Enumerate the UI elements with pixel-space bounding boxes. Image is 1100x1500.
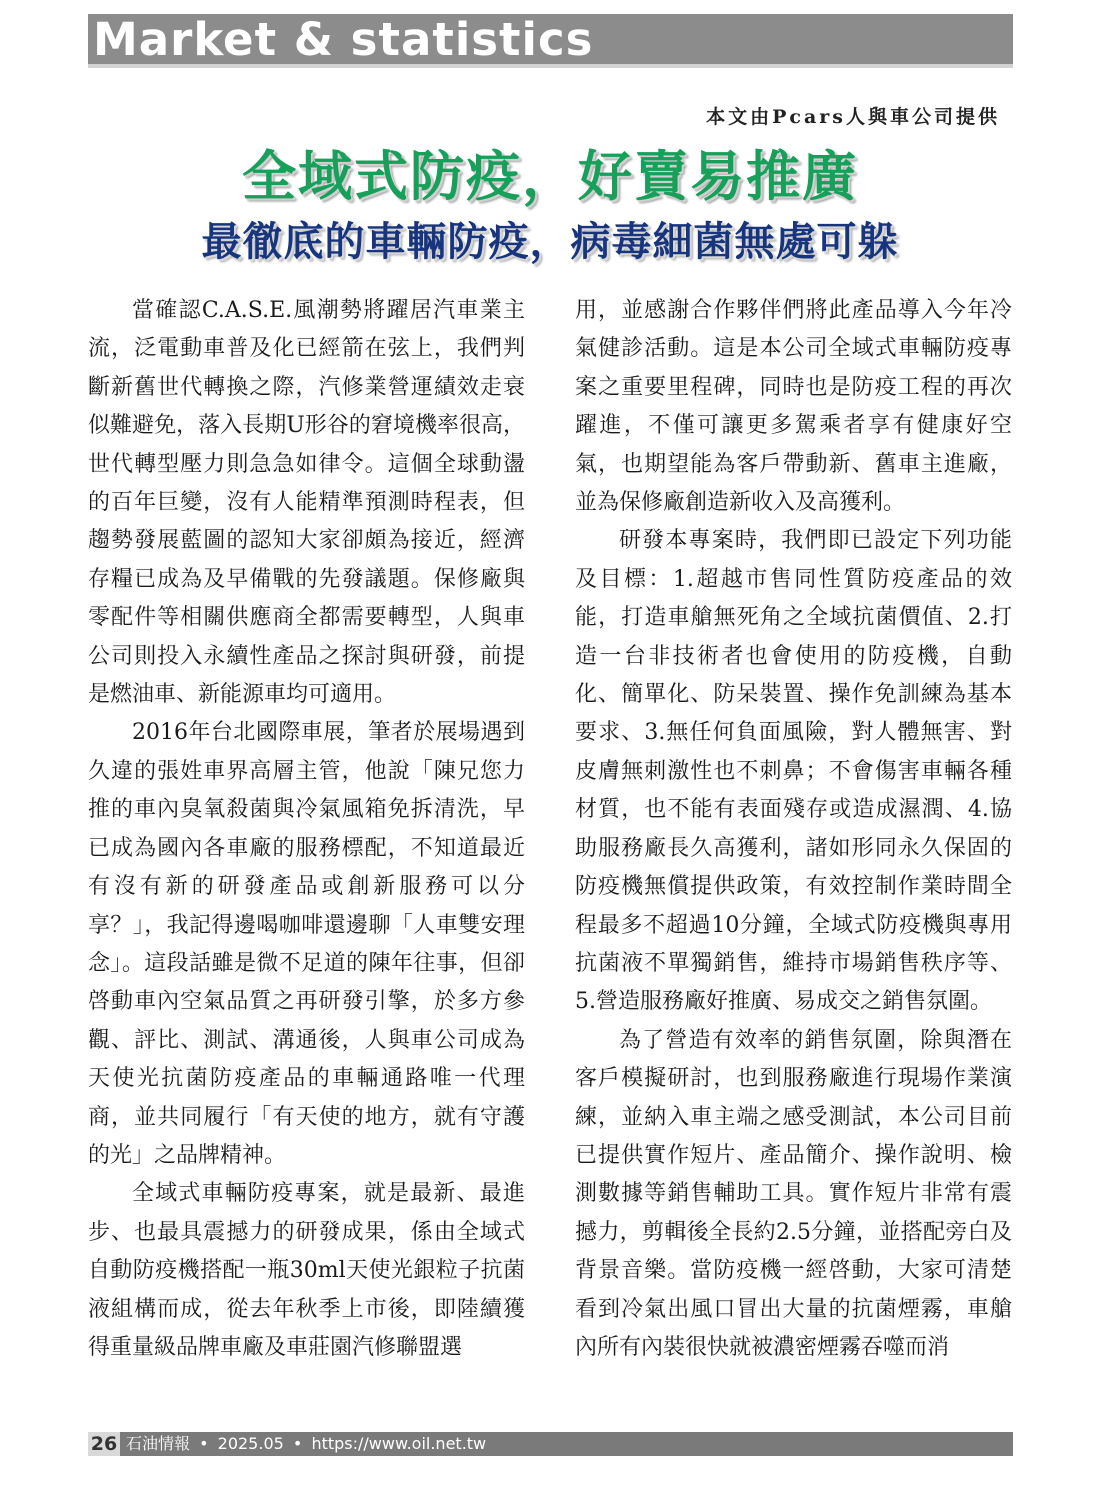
page-number: 26	[88, 1432, 120, 1456]
article-subheadline: 最徹底的車輛防疫，病毒細菌無處可躲	[201, 219, 899, 265]
paragraph: 研發本專案時，我們即已設定下列功能及目標：1.超越市售同性質防疫產品的效能，打造車艙無死角之全域抗菌價值、2.打造一台非技術者也會使用的防疫機，自動化、簡單化、防呆裝置、操作免訓練為基本要求、3.無任何負面風險，對人體無害、對皮膚無刺激性也不刺鼻；不會傷害車輛各種材質，也不能有表面殘存或造成濕潤、4.協助服務廠長久高獲利，諸如形同永久保固的防疫機無償提供政策，有效控制作業時間全程最多不超過10分鐘，全域式防疫機與專用抗菌液不單獨銷售，維持市場銷售秩序等、5.營造服務廠好推廣、易成交之銷售氛圍。	[575, 528, 1012, 1015]
paragraph: 當確認C.A.S.E.風潮勢將躍居汽車業主流，泛電動車普及化已經箭在弦上，我們判斷新舊世代轉換之際，汽修業營運績效走衰似難避免，落入長期U形谷的窘境機率很高，世代轉型壓力則急急如律令。這個全球動盪的百年巨變，沒有人能精準預測時程表，但趨勢發展藍圖的認知大家卻頗為接近，經濟存糧已成為及早備戰的先發議題。保修廠與零配件等相關供應商全都需要轉型，人與車公司則投入永續性產品之探討與研發，前提是燃油車、新能源車均可適用。	[88, 298, 525, 708]
separator: •	[292, 1434, 303, 1453]
article-right-column	[575, 292, 1012, 1367]
website-link[interactable]: https://www.oil.net.tw	[311, 1434, 487, 1453]
separator: •	[199, 1434, 209, 1453]
article-left-column	[88, 292, 525, 1367]
paragraph: 用，並感謝合作夥伴們將此產品導入今年冷氣健診活動。這是本公司全域式車輛防疫專案之重要里程碑，同時也是防疫工程的再次躍進，不僅可讓更多駕乘者享有健康好空氣，也期望能為客戶帶動新、舊車主進廠，並為保修廠創造新收入及高獲利。	[575, 298, 1012, 516]
section-title: Market & statistics	[93, 13, 594, 66]
footer-info	[126, 1432, 486, 1456]
paragraph: 為了營造有效率的銷售氛圍，除與潛在客戶模擬研討，也到服務廠進行現場作業演練，並納入車主端之感受測試，本公司目前已提供實作短片、產品簡介、操作說明、檢測數據等銷售輔助工具。實作短片非常有震撼力，剪輯後全長約2.5分鐘，並搭配旁白及背景音樂。當防疫機一經啓動，大家可清楚看到冷氣出風口冒出大量的抗菌煙霧，車艙內所有內裝很快就被濃密煙霧吞噬而消	[575, 1027, 1012, 1360]
paragraph: 2016年台北國際車展，筆者於展場遇到久違的張姓車界高層主管，他說「陳兄您力推的車內臭氧殺菌與冷氣風箱免拆清洗，早已成為國內各車廠的服務標配，不知道最近有沒有新的研發產品或創新服務可以分享？」，我記得邊喝咖啡還邊聊「人車雙安理念」。這段話雖是微不足道的陳年往事，但卻啓動車內空氣品質之再研發引擎，於多方參觀、評比、測試、溝通後，人與車公司成為天使光抗菌防疫產品的車輛通路唯一代理商，並共同履行「有天使的地方，就有守護的光」之品牌精神。	[88, 720, 525, 1168]
article-headline: 全域式防疫，好賣易推廣	[242, 145, 858, 208]
article-credit: 本文由Pcars人與車公司提供	[706, 106, 1000, 128]
publication-name: 石油情報	[126, 1434, 191, 1453]
issue-date: 2025.05	[217, 1434, 284, 1453]
paragraph: 全域式車輛防疫專案，就是最新、最進步、也最具震撼力的研發成果，係由全域式自動防疫機搭配一瓶30ml天使光銀粒子抗菌液組構而成，從去年秋季上市後，即陸續獲得重量級品牌車廠及車莊園汽修聯盟選	[88, 1181, 525, 1360]
